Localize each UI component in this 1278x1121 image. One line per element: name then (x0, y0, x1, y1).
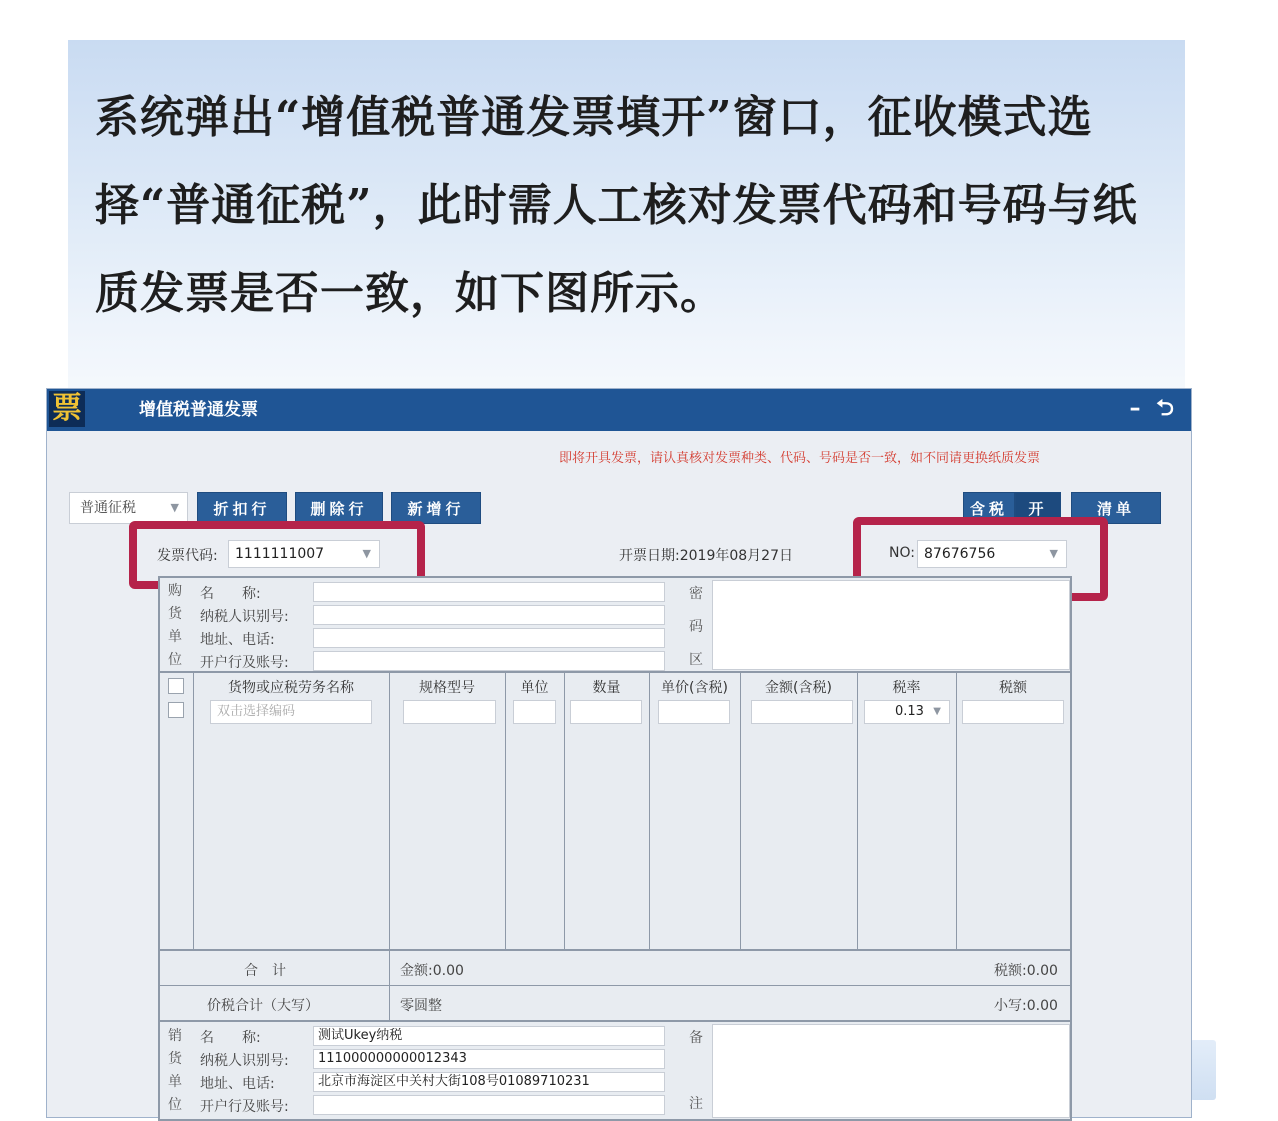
cipher-area-char: 区 (689, 652, 703, 668)
item-unit-field[interactable] (513, 700, 556, 724)
notice-text: 即将开具发票，请认真核对发票种类、代码、号码是否一致，如不同请更换纸质发票 (559, 451, 1041, 466)
seller-name-field[interactable]: 测试Ukey纳税 (313, 1026, 665, 1046)
buyer-tax-id-label: 纳税人识别号: (200, 609, 289, 625)
invoice-number-value: 87676756 (924, 546, 996, 562)
delete-row-button[interactable]: 删除行 (295, 492, 383, 524)
minimize-button[interactable]: – (1129, 396, 1141, 421)
buyer-name-label: 名 称: (200, 586, 261, 602)
discount-row-button[interactable]: 折扣行 (197, 492, 287, 524)
add-row-button[interactable]: 新增行 (391, 492, 481, 524)
item-spec-field[interactable] (403, 700, 496, 724)
caption-text: 系统弹出“增值税普通发票填开”窗口，征收模式选择“普通征税”，此时需人工核对发票代码和号码与纸质发票是否一致，如下图所示。 (95, 92, 1138, 319)
seller-side-char: 单 (168, 1074, 182, 1090)
buyer-bank-label: 开户行及账号: (200, 655, 289, 671)
invoice-code-label: 发票代码: (157, 548, 218, 564)
seller-address-field[interactable]: 北京市海淀区中关村大街108号01089710231 (313, 1072, 665, 1092)
divider (505, 673, 506, 949)
divider (158, 1020, 1072, 1022)
total-amount: 金额:0.00 (400, 963, 464, 979)
seller-side-char: 销 (168, 1028, 182, 1044)
total-tax: 税额:0.00 (994, 963, 1058, 979)
list-button[interactable]: 清单 (1071, 492, 1161, 524)
item-quantity-field[interactable] (570, 700, 642, 724)
column-header-name: 货物或应税劳务名称 (228, 680, 354, 696)
row-checkbox[interactable] (168, 702, 184, 718)
decoration (1190, 1040, 1216, 1100)
seller-side-char: 货 (168, 1051, 182, 1067)
item-unit-price-field[interactable] (658, 700, 730, 724)
buyer-address-label: 地址、电话: (200, 632, 275, 648)
seller-name-label: 名 称: (200, 1030, 261, 1046)
divider (564, 673, 565, 949)
item-name-field[interactable]: 双击选择编码 (210, 700, 372, 724)
tax-included-toggle[interactable]: 含税 (963, 492, 1015, 524)
chevron-down-icon: ▼ (170, 501, 179, 514)
divider (389, 673, 390, 949)
invoice-number-label: NO: (889, 545, 915, 561)
cipher-area-char: 密 (689, 586, 703, 602)
buyer-bank-field[interactable] (313, 651, 665, 671)
divider (389, 951, 390, 1021)
chevron-down-icon: ▼ (362, 547, 371, 560)
cipher-area (712, 580, 1070, 670)
title-bar (47, 389, 1191, 431)
divider (956, 673, 957, 949)
seller-tax-id-field[interactable]: 111000000000012343 (313, 1049, 665, 1069)
select-all-checkbox[interactable] (168, 678, 184, 694)
column-header-amount: 金额(含税) (765, 680, 832, 696)
item-amount-field[interactable] (751, 700, 853, 724)
buyer-side-char: 单 (168, 629, 182, 645)
chevron-down-icon: ▼ (1049, 547, 1058, 560)
remark-char: 备 (689, 1030, 703, 1046)
buyer-side-char: 位 (168, 652, 182, 668)
tax-mode-value: 普通征税 (80, 500, 136, 516)
column-header-spec: 规格型号 (419, 680, 475, 696)
invoice-date: 开票日期:2019年08月27日 (619, 548, 793, 564)
divider (857, 673, 858, 949)
buyer-tax-id-field[interactable] (313, 605, 665, 625)
grand-total-label: 价税合计（大写） (207, 998, 319, 1014)
remark-field[interactable] (712, 1024, 1070, 1118)
buyer-name-field[interactable] (313, 582, 665, 602)
grand-total-uppercase: 零圆整 (400, 998, 442, 1014)
column-header-unit-price: 单价(含税) (661, 680, 728, 696)
buyer-side-char: 货 (168, 606, 182, 622)
buyer-address-field[interactable] (313, 628, 665, 648)
total-label: 合 计 (244, 963, 286, 979)
tax-rate-value: 0.13 (895, 704, 924, 719)
seller-address-label: 地址、电话: (200, 1076, 275, 1092)
back-close-button[interactable]: ⮌ (1156, 396, 1174, 421)
divider (158, 985, 1072, 986)
seller-bank-label: 开户行及账号: (200, 1099, 289, 1115)
column-header-tax-rate: 税率 (892, 680, 921, 696)
invoice-code-value: 1111111007 (235, 546, 325, 562)
column-header-tax: 税额 (999, 680, 1027, 696)
divider (193, 673, 194, 949)
invoice-app-icon: 票 (49, 391, 85, 427)
divider (740, 673, 741, 949)
column-header-quantity: 数量 (592, 680, 621, 696)
item-tax-field[interactable] (962, 700, 1064, 724)
item-tax-rate-select[interactable] (864, 700, 950, 724)
seller-tax-id-label: 纳税人识别号: (200, 1053, 289, 1069)
column-header-unit: 单位 (520, 680, 549, 696)
seller-bank-field[interactable] (313, 1095, 665, 1115)
window-title: 增值税普通发票 (139, 400, 258, 420)
grand-total-lowercase: 小写:0.00 (994, 998, 1058, 1014)
divider (649, 673, 650, 949)
seller-side-char: 位 (168, 1097, 182, 1113)
remark-char: 注 (689, 1096, 703, 1112)
tax-mode-select[interactable] (69, 492, 188, 524)
chevron-down-icon: ▼ (933, 706, 941, 717)
divider (158, 671, 1072, 673)
divider (158, 949, 1072, 951)
buyer-side-char: 购 (168, 583, 182, 599)
tax-toggle-open[interactable]: 开 (1015, 492, 1061, 524)
cipher-area-char: 码 (689, 619, 703, 635)
